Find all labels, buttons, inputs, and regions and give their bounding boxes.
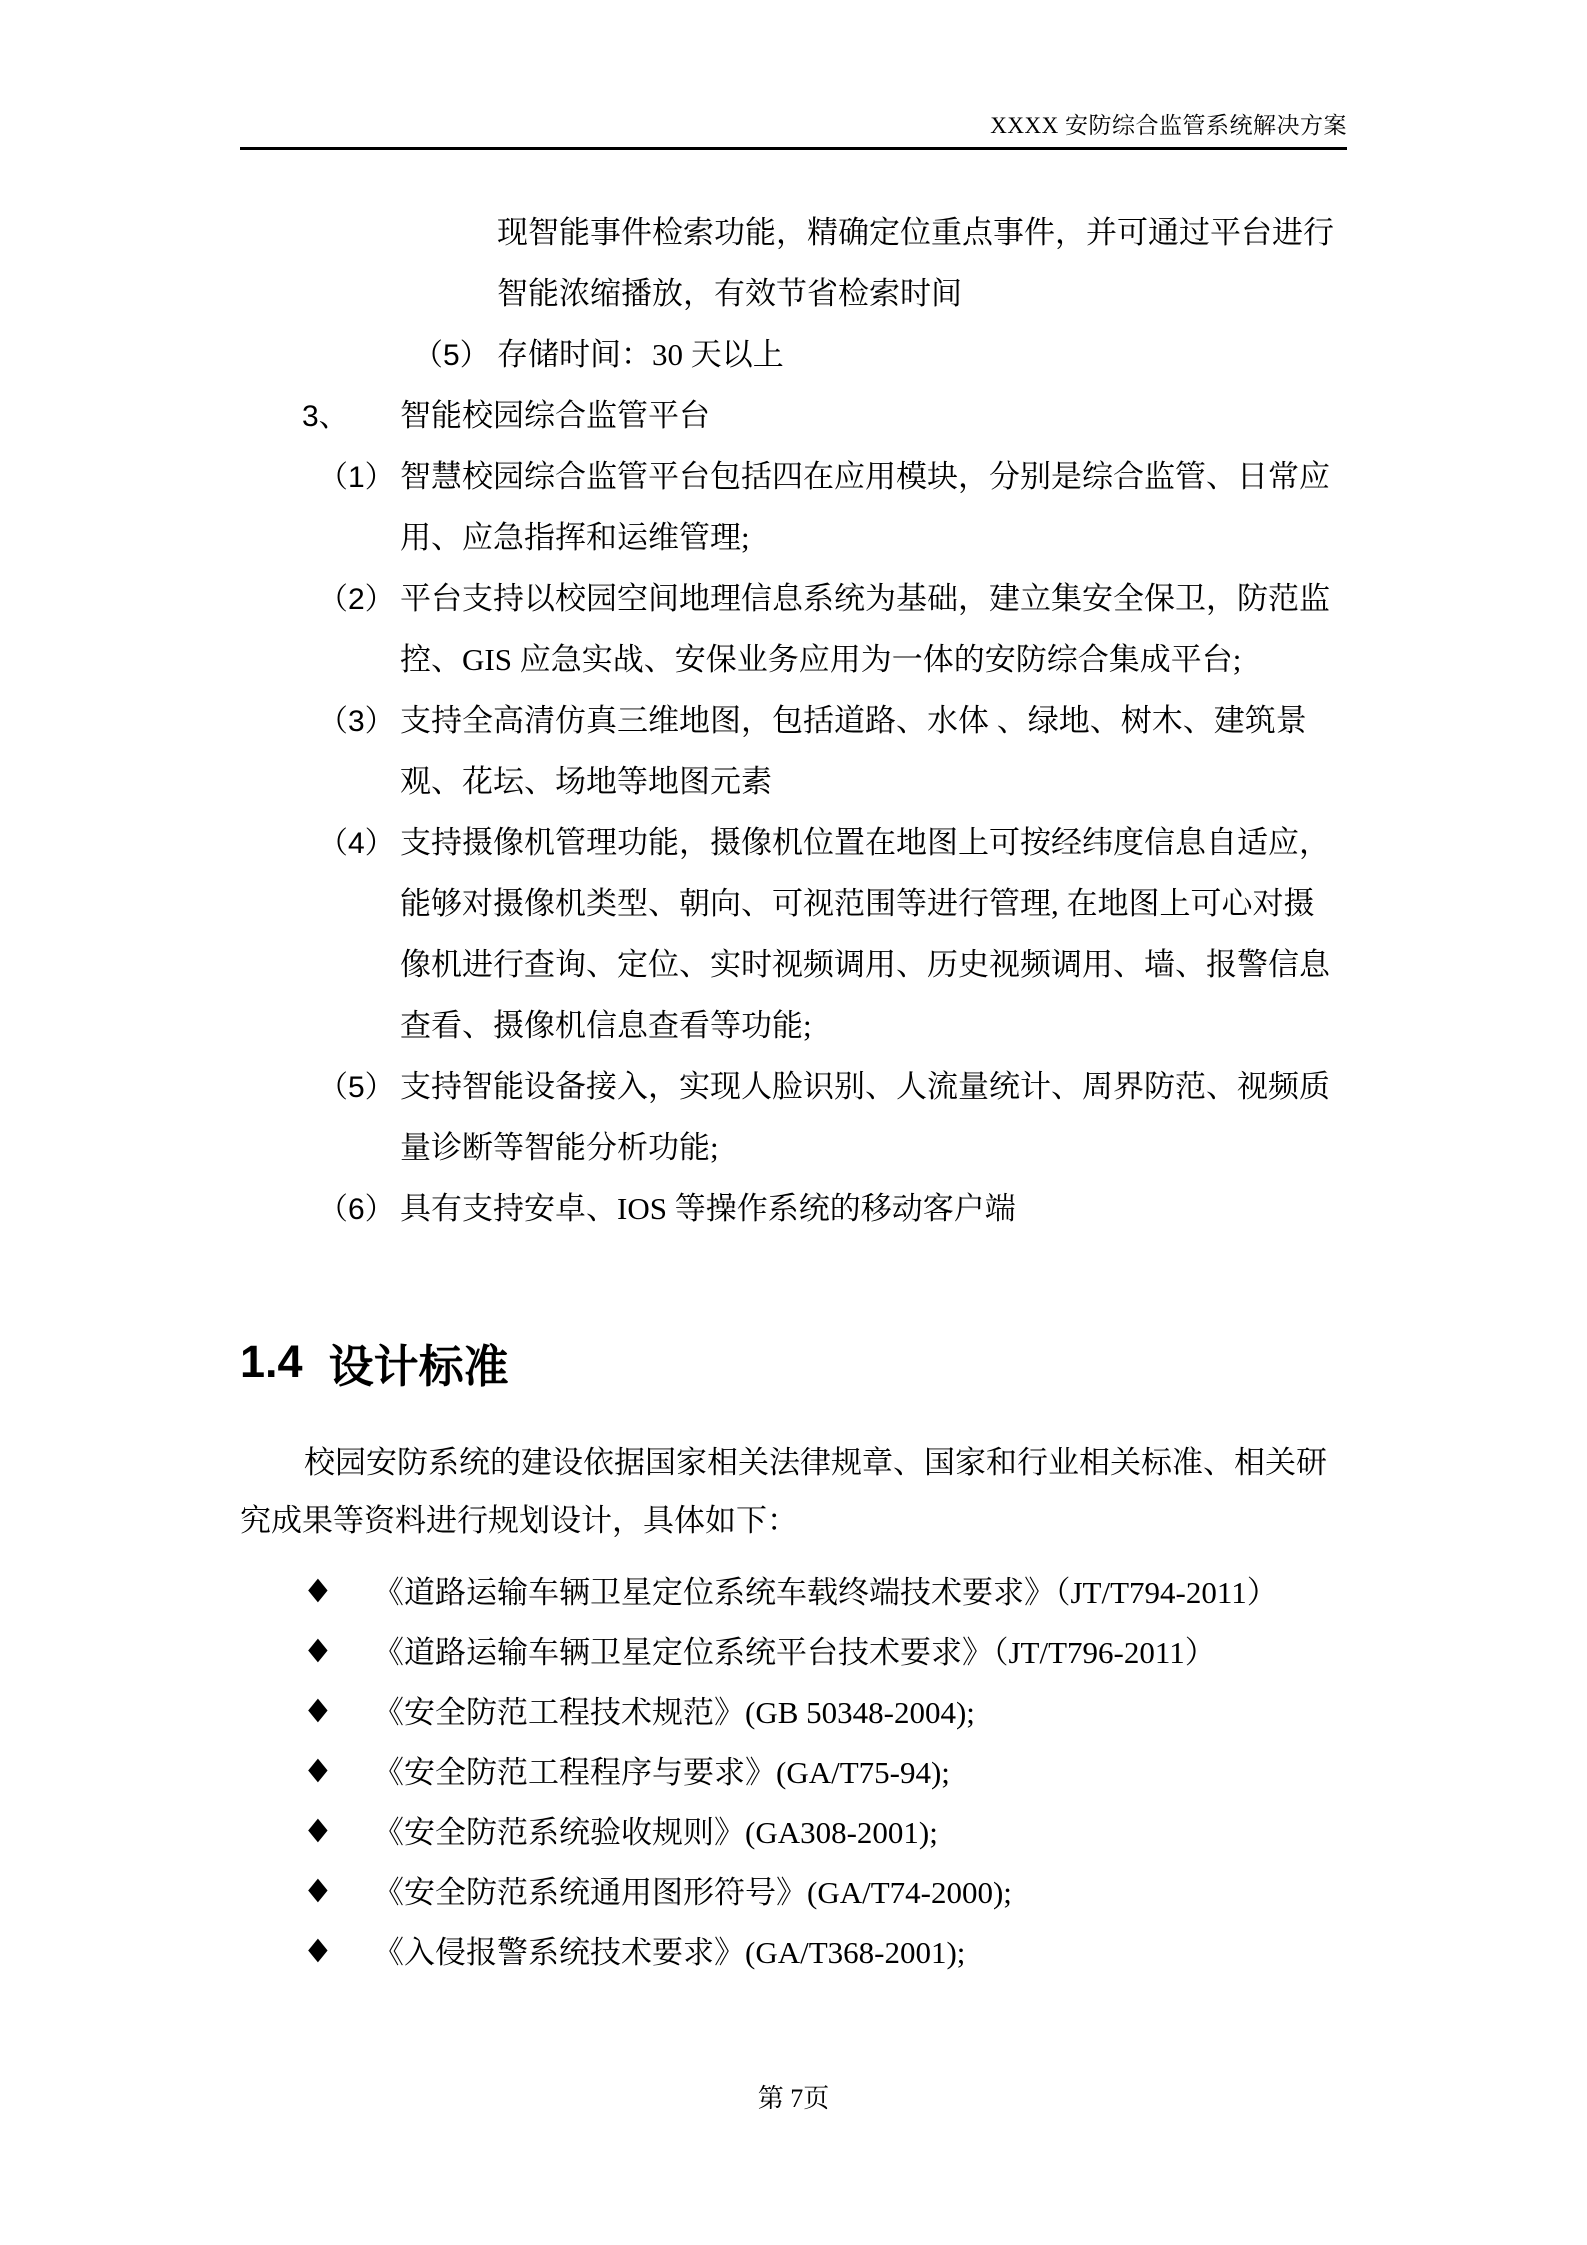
list-item-text: 智能校园综合监管平台 [400, 398, 710, 433]
diamond-bullet-icon: ◆ [308, 1570, 328, 1607]
list-item-text: 支持全高清仿真三维地图，包括道路、水体 、绿地、树木、建筑景 [400, 703, 1307, 738]
header-rule [240, 147, 1347, 150]
page-header-title: XXXX 安防综合监管系统解决方案 [990, 113, 1347, 138]
standard-item [240, 1919, 1360, 1979]
list-item [240, 687, 1360, 748]
page-number: 第 7页 [757, 2084, 830, 2113]
list-item-text: 支持智能设备接入，实现人脸识别、人流量统计、周界防范、视频质 [400, 1069, 1330, 1104]
section-number: 1.4 [240, 1336, 303, 1387]
list-item-number: （6） [318, 1192, 395, 1226]
diamond-bullet-icon: ◆ [308, 1870, 328, 1907]
list-item-text: 查看、摄像机信息查看等功能; [400, 1008, 812, 1043]
standard-text: 《安全防范系统验收规则》(GA308-2001); [373, 1814, 938, 1850]
list-item-continuation [240, 931, 1360, 992]
list-item-text: 观、花坛、场地等地图元素 [400, 764, 772, 799]
list-item [240, 809, 1360, 870]
list-item-continuation [240, 870, 1360, 931]
list-item-continuation [240, 1114, 1360, 1175]
body-line [240, 260, 1360, 321]
list-item [240, 1175, 1360, 1236]
list-item-number: （5） [318, 1070, 395, 1104]
diamond-bullet-icon: ◆ [308, 1630, 328, 1667]
diamond-bullet-icon: ◆ [308, 1930, 328, 1967]
intro-line: 校园安防系统的建设依据国家相关法律规章、国家和行业相关标准、相关研 [304, 1444, 1327, 1480]
standard-text: 《安全防范系统通用图形符号》(GA/T74-2000); [373, 1874, 1012, 1910]
intro-paragraph [240, 1430, 1360, 1546]
standard-item [240, 1559, 1360, 1619]
list-item-text: 存储时间：30 天以上 [497, 337, 784, 372]
list-item-text: 平台支持以校园空间地理信息系统为基础，建立集安全保卫，防范监 [400, 581, 1330, 616]
body-text-block [240, 199, 1360, 1236]
body-line-text: 现智能事件检索功能，精确定位重点事件，并可通过平台进行 [497, 215, 1334, 250]
list-item-continuation [240, 992, 1360, 1053]
body-line [240, 199, 1360, 260]
list-item-continuation [240, 748, 1360, 809]
diamond-bullet-icon: ◆ [308, 1690, 328, 1727]
section-title: 设计标准 [328, 1340, 509, 1392]
list-item-number: （2） [318, 582, 395, 616]
standard-text: 《安全防范工程技术规范》(GB 50348-2004); [373, 1694, 975, 1730]
list-item-text: 能够对摄像机类型、朝向、可视范围等进行管理, 在地图上可心对摄 [400, 886, 1315, 921]
list-item-number: 3、 [302, 399, 349, 433]
standard-item [240, 1859, 1360, 1919]
standard-text: 《入侵报警系统技术要求》(GA/T368-2001); [373, 1934, 966, 1970]
list-item-text: 具有支持安卓、IOS 等操作系统的移动客户端 [400, 1191, 1016, 1226]
standard-text: 《道路运输车辆卫星定位系统平台技术要求》（JT/T796-2011） [373, 1634, 1216, 1670]
standard-item [240, 1619, 1360, 1679]
list-item-storage-time [240, 321, 1360, 382]
standard-text: 《安全防范工程程序与要求》(GA/T75-94); [373, 1754, 950, 1790]
body-line-text: 智能浓缩播放，有效节省检索时间 [497, 276, 962, 311]
standard-item [240, 1799, 1360, 1859]
diamond-bullet-icon: ◆ [308, 1810, 328, 1847]
list-item [240, 1053, 1360, 1114]
standards-list [240, 1559, 1360, 1979]
list-item-text: 量诊断等智能分析功能; [400, 1130, 719, 1165]
list-item-text: 支持摄像机管理功能，摄像机位置在地图上可按经纬度信息自适应， [400, 825, 1330, 860]
list-item-text: 像机进行查询、定位、实时视频调用、历史视频调用、墙、报警信息 [400, 947, 1330, 982]
section-heading [240, 1331, 1360, 1393]
standard-item [240, 1739, 1360, 1799]
list-item-platform [240, 382, 1360, 443]
list-item-continuation [240, 504, 1360, 565]
list-item-number: （3） [318, 704, 395, 738]
diamond-bullet-icon: ◆ [308, 1750, 328, 1787]
list-item-text: 用、应急指挥和运维管理; [400, 520, 750, 555]
list-item-continuation [240, 626, 1360, 687]
intro-line: 究成果等资料进行规划设计，具体如下： [240, 1502, 798, 1538]
standard-item [240, 1679, 1360, 1739]
list-item-text: 智慧校园综合监管平台包括四在应用模块，分别是综合监管、日常应 [400, 459, 1330, 494]
list-item-number: （4） [318, 826, 395, 860]
list-item-number: （1） [318, 460, 395, 494]
list-item-text: 控、GIS 应急实战、安保业务应用为一体的安防综合集成平台; [400, 642, 1242, 677]
list-item-number: （5） [413, 338, 490, 372]
list-item [240, 443, 1360, 504]
standard-text: 《道路运输车辆卫星定位系统车载终端技术要求》（JT/T794-2011） [373, 1574, 1278, 1610]
list-item [240, 565, 1360, 626]
